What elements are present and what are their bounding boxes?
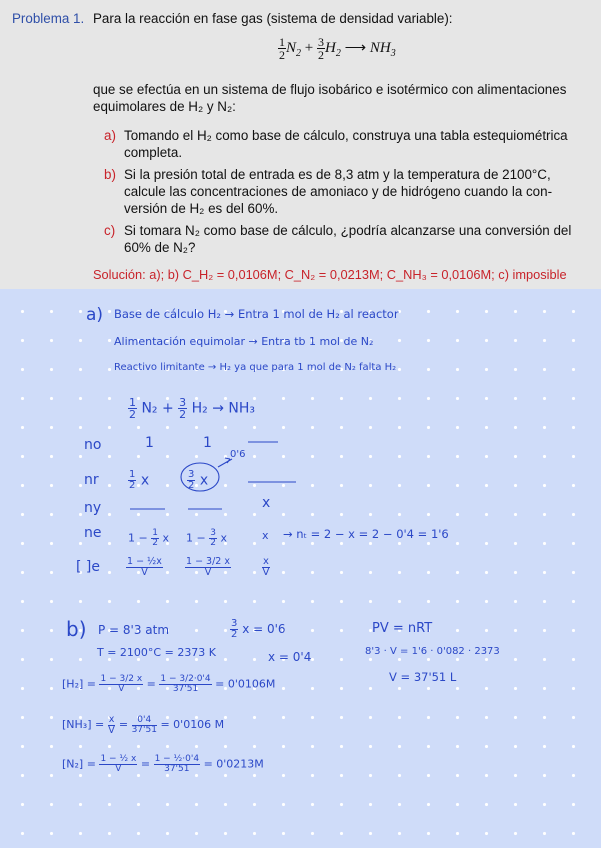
b-x-value: x = 0'4 <box>268 650 312 664</box>
solution-text: Solución: a); b) C_H₂ = 0,0106M; C_N₂ = 0,0213M; C_NH₃ = 0,0106M; c) imposible <box>93 267 567 282</box>
row-label-ne: ne <box>84 525 102 541</box>
problem-intro: Para la reacción en fase gas (sistema de densidad variable): <box>93 11 453 26</box>
handwriting-strokes <box>0 289 601 848</box>
nh3-concentration: [NH₃] = $\frac{x}{V}$ = $\frac{0'4}{37'51}$ = 0'0106 M <box>62 714 225 736</box>
stoich-equation: $\frac{1}{2}$ N₂ + $\frac{3}{2}$ H₂ → NH₃ <box>129 396 256 421</box>
item-b-line3: versión de H₂ es del 60%. <box>124 201 279 216</box>
conc-h2: $\frac{1 - 3/2 x}{V}$ <box>186 556 230 578</box>
no-n2: 1 <box>145 435 154 451</box>
item-c-line2: 60% de N₂? <box>124 240 196 255</box>
item-b-letter: b) <box>104 167 116 182</box>
row-label-nr: nr <box>84 472 99 488</box>
b-temperature: T = 2100°C = 2373 K <box>97 646 217 659</box>
ne-n2: 1 − $\frac{1}{2}$ x <box>128 528 169 548</box>
nr-h2-arrow <box>218 459 232 467</box>
conc-nh3: $\frac{x}{V}$ <box>262 556 270 578</box>
b-calc: 8'3 · V = 1'6 · 0'082 · 2373 <box>365 646 500 657</box>
row-label-conc: [ ]e <box>76 559 100 575</box>
part-b-label: b) <box>66 617 87 641</box>
nr-n2: $\frac{1}{2}$ x <box>129 469 150 491</box>
row-label-no: no <box>84 437 102 453</box>
nr-h2-value: 0'6 <box>230 449 246 460</box>
h2-concentration: [H₂] = $\frac{1 - 3/2 x}{V}$ = $\frac{1 - 3/2\cdot 0'4}{37'51}$ = 0'0106M <box>62 674 276 694</box>
b-ideal-gas: PV = nRT <box>372 621 433 636</box>
part-a-label: a) <box>86 305 104 325</box>
reaction-equation: $\frac{1}{2}$ $N_2$ + $\frac{3}{2}$ $H_2$ ⟶ $NH_3$ <box>279 35 396 62</box>
ne-nh3: x <box>262 529 269 542</box>
item-a-line1: Tomando el H₂ como base de cálculo, construya una tabla estequiométrica <box>124 128 568 143</box>
b-pressure: P = 8'3 atm <box>98 623 170 637</box>
item-b-line2: calcule las concentraciones de amoniaco y de hidrógeno cuando la con- <box>124 184 553 199</box>
item-c-line1: Si tomara N₂ como base de cálculo, ¿podría alcanzarse una conversión del <box>124 223 572 238</box>
no-h2: 1 <box>203 435 212 451</box>
a-line-3: Reactivo limitante → H₂ ya que para 1 mol de N₂ falta H₂ <box>114 362 397 373</box>
a-line-2: Alimentación equimolar → Entra tb 1 mol de N₂ <box>114 335 374 348</box>
ne-h2: 1 − $\frac{3}{2}$ x <box>186 528 227 548</box>
description-line-2: equimolares de H₂ y N₂: <box>93 99 236 114</box>
b-conversion-eq: $\frac{3}{2}$ x = 0'6 <box>231 618 286 640</box>
problem-statement <box>0 0 601 289</box>
b-volume: V = 37'51 L <box>389 670 457 684</box>
item-a-line2: completa. <box>124 145 183 160</box>
ny-nh3: x <box>262 495 271 511</box>
problem-label: Problema 1. <box>12 11 85 26</box>
item-c-letter: c) <box>104 223 116 238</box>
handwritten-notes <box>0 289 601 848</box>
a-line-1: Base de cálculo H₂ → Entra 1 mol de H₂ al reactor <box>114 307 399 321</box>
description-line-1: que se efectúa en un sistema de flujo isobárico e isotérmico con alimentaciones <box>93 82 567 97</box>
item-b-line1: Si la presión total de entrada es de 8,3 atm y la temperatura de 2100°C, <box>124 167 551 182</box>
nr-h2-circle <box>181 463 219 491</box>
ne-total: → nₜ = 2 − x = 2 − 0'4 = 1'6 <box>283 527 449 541</box>
item-a-letter: a) <box>104 128 116 143</box>
n2-concentration: [N₂] = $\frac{\text{1 − ½ x}}{V}$ = $\frac{\text{1 − ½·0'4}}{37'51}$ = 0'0213M <box>62 754 264 774</box>
nr-h2: $\frac{3}{2}$ x <box>188 469 209 491</box>
row-label-ny: ny <box>84 500 102 516</box>
conc-n2: $\frac{\text{1 − ½x}}{V}$ <box>127 556 162 578</box>
